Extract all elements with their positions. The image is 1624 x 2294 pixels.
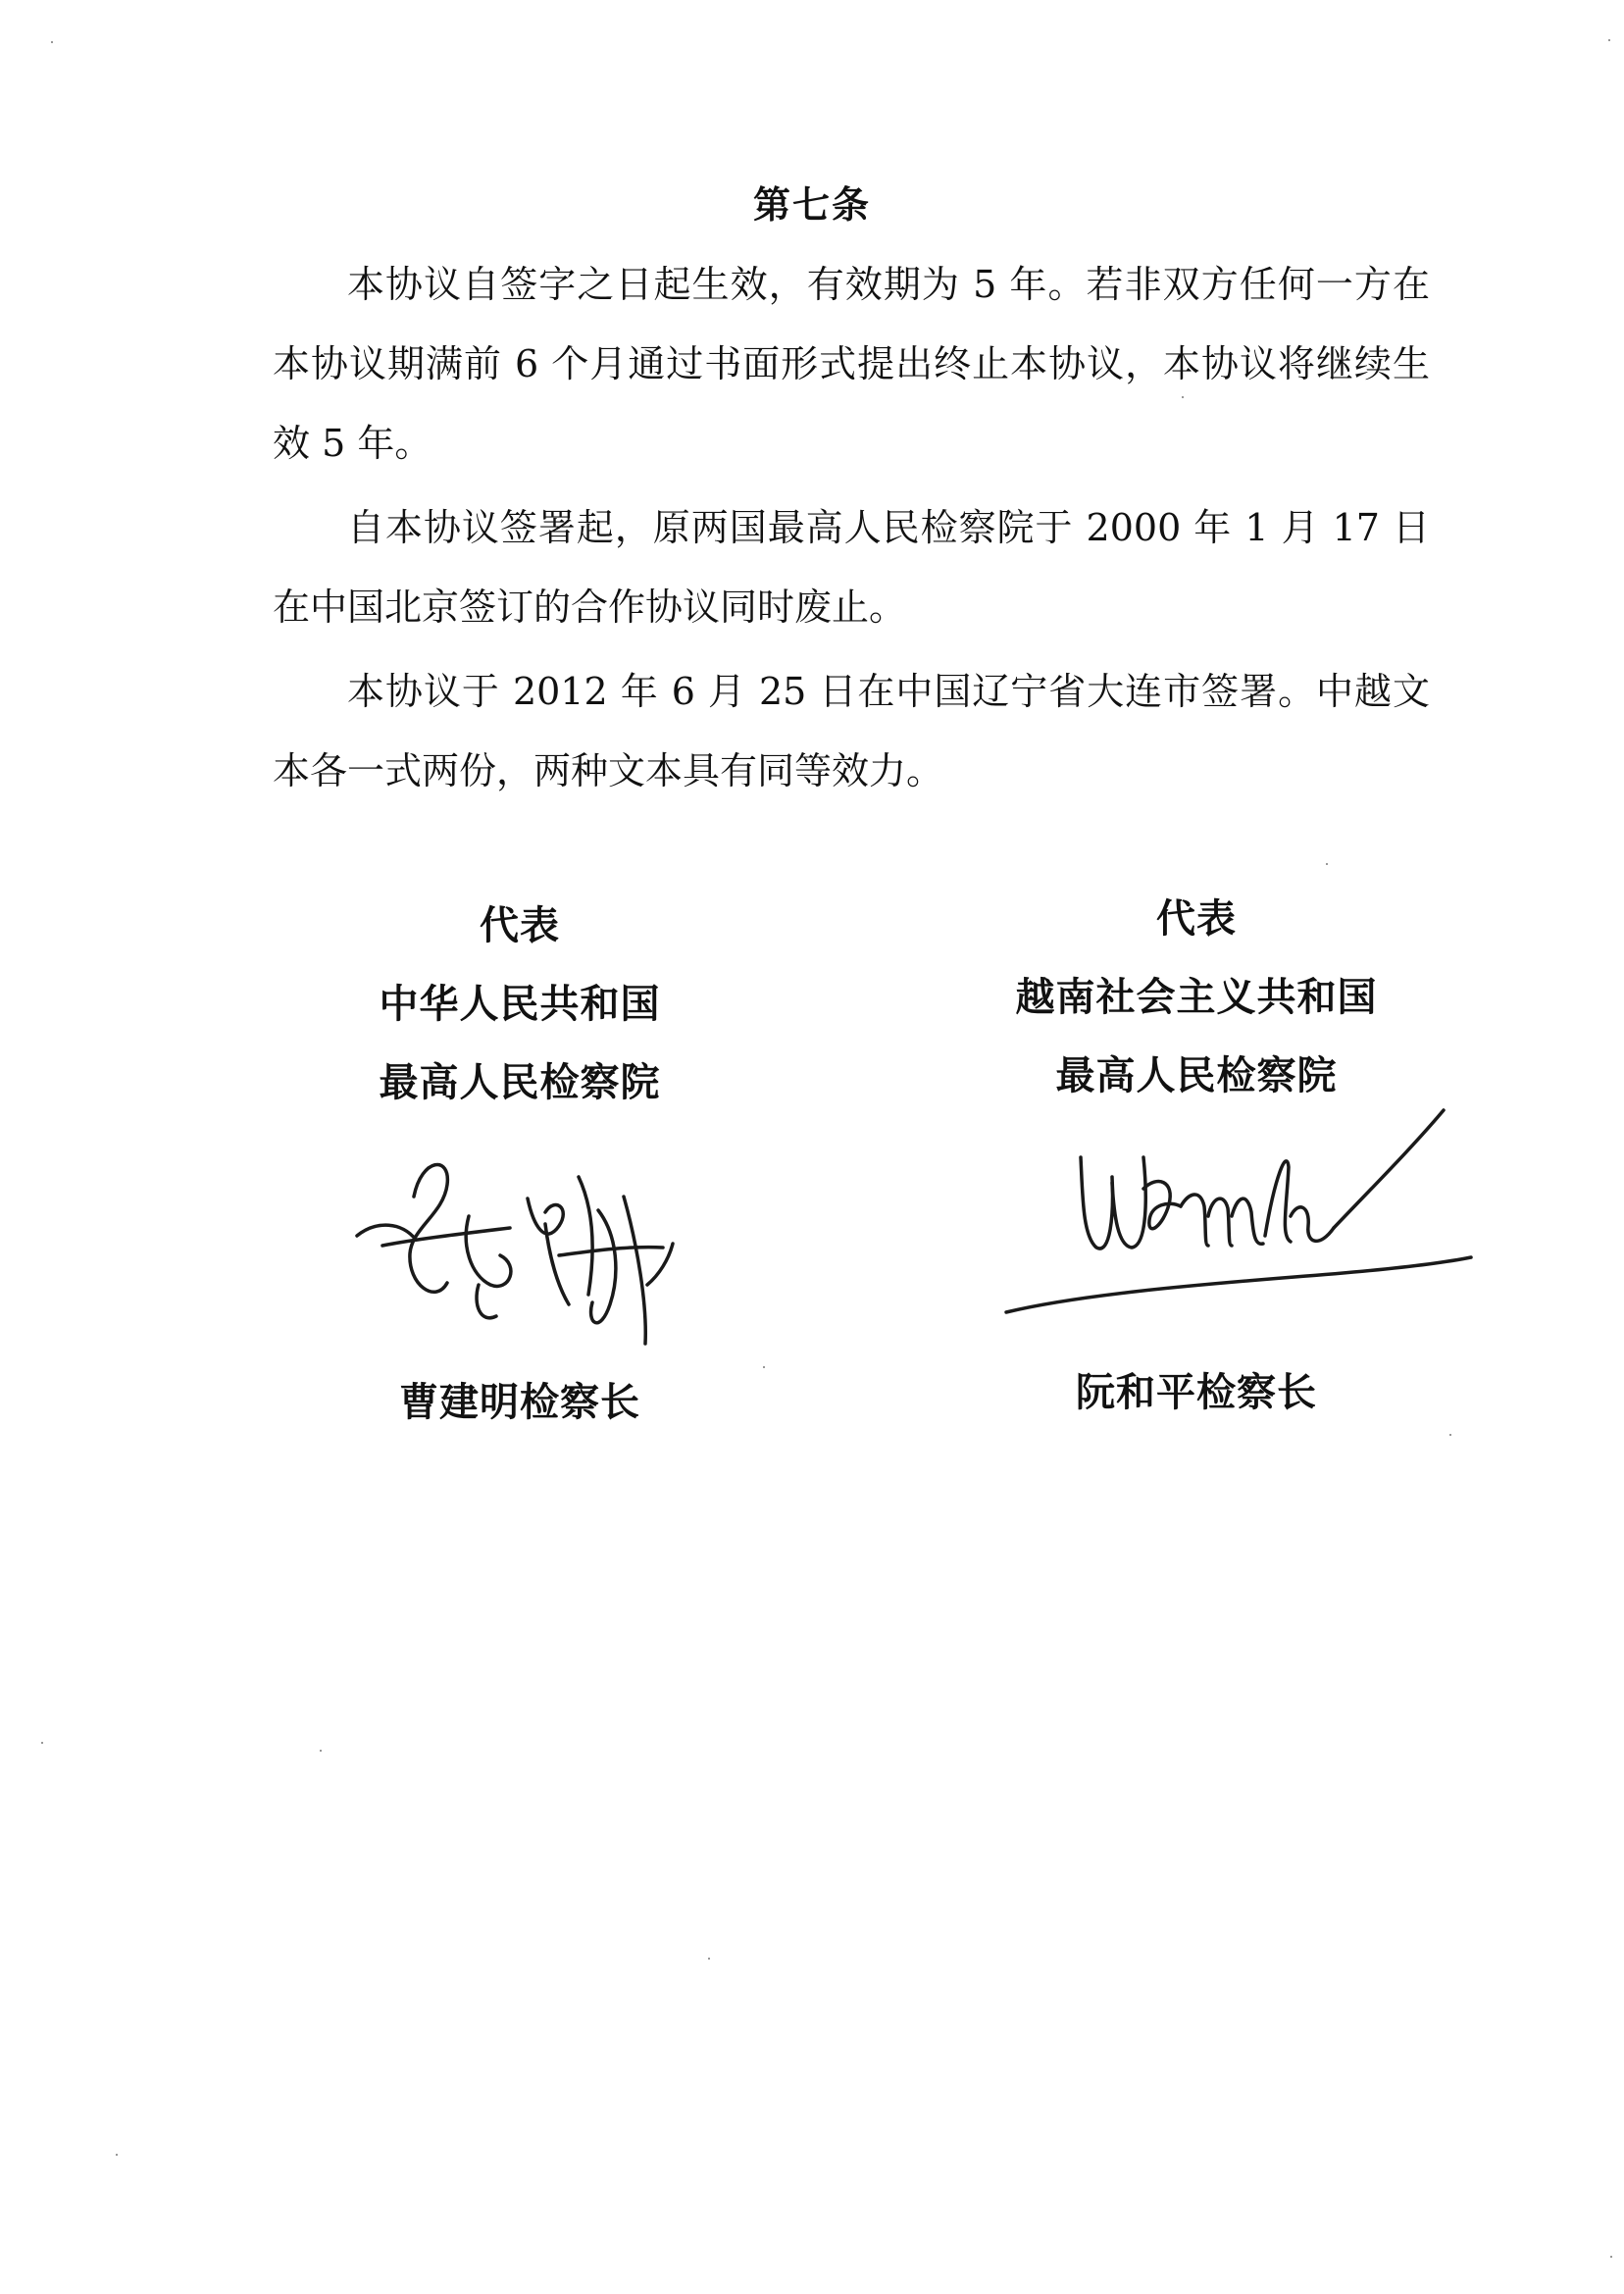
scan-speck xyxy=(320,1750,322,1752)
scan-speck xyxy=(51,41,53,43)
signer-china: 曹建明检察长 xyxy=(399,1379,640,1425)
scan-speck xyxy=(41,1742,43,1744)
institution-vietnam: 最高人民检察院 xyxy=(1055,1052,1338,1098)
scan-speck xyxy=(1610,2256,1612,2258)
representative-label-vietnam: 代表 xyxy=(1156,895,1237,942)
paragraph-signing: 本协议于 2012 年 6 月 25 日在中国辽宁省大连市签署。中越文本各一式两份，两种文本具有同等效力。 xyxy=(273,670,1430,792)
signer-vietnam: 阮和平检察长 xyxy=(1076,1369,1317,1415)
institution-china: 最高人民检察院 xyxy=(379,1059,661,1105)
scan-speck xyxy=(763,1366,765,1368)
paragraph-abolition: 自本协议签署起，原两国最高人民检察院于 2000 年 1 月 17 日在中国北京签订的合作协议同时废止。 xyxy=(273,506,1430,629)
country-china: 中华人民共和国 xyxy=(379,981,661,1027)
scan-speck xyxy=(116,2154,118,2156)
article-heading: 第七条 xyxy=(752,182,871,227)
scan-speck xyxy=(708,1958,710,1960)
scan-speck xyxy=(1449,1434,1451,1436)
signature-china xyxy=(353,1138,686,1373)
representative-label-china: 代表 xyxy=(480,902,560,948)
scan-speck xyxy=(1326,863,1328,865)
scan-speck xyxy=(1608,39,1610,41)
country-vietnam: 越南社会主义共和国 xyxy=(1015,974,1378,1020)
signature-vietnam xyxy=(1000,1098,1481,1334)
paragraph-validity: 本协议自签字之日起生效，有效期为 5 年。若非双方任何一方在本协议期满前 6 个月通过书面形式提出终止本协议，本协议将继续生效 5 年。 xyxy=(273,263,1430,465)
scan-speck xyxy=(1182,396,1184,398)
